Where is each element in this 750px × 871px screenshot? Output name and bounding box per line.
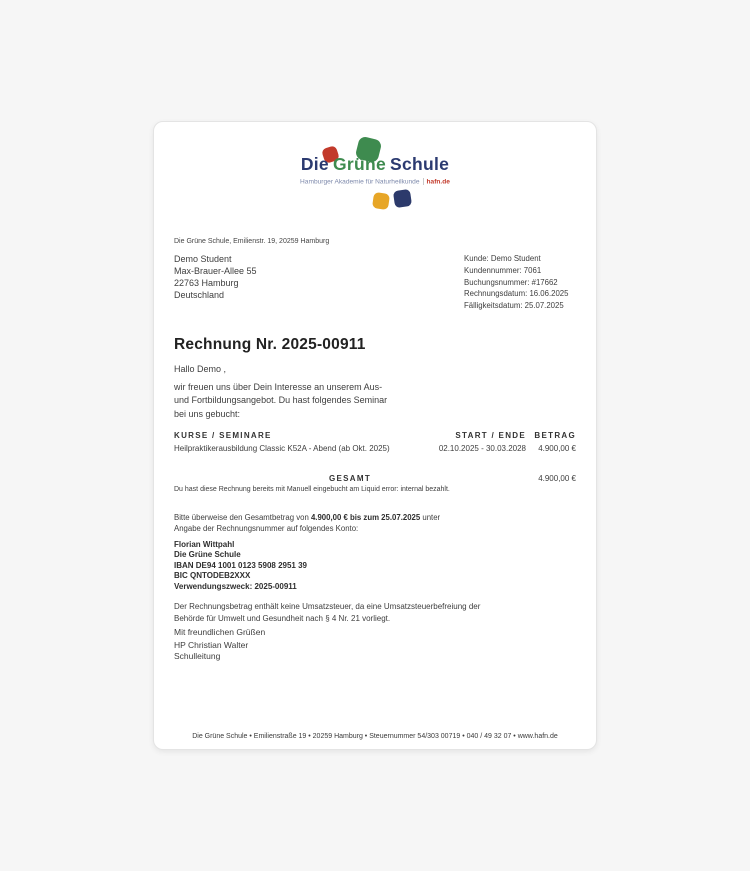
recipient-address bbox=[174, 253, 257, 312]
logo-subtitle bbox=[285, 178, 465, 185]
logo-square-navy-icon bbox=[393, 189, 412, 208]
meta-customer-number: Kundennummer: 7061 bbox=[464, 265, 542, 275]
logo-square-yellow-icon bbox=[372, 192, 390, 210]
invoice-title: Rechnung Nr. 2025-00911 bbox=[174, 335, 366, 353]
payment-instructions bbox=[174, 512, 466, 535]
account-company: Die Grüne Schule bbox=[174, 550, 241, 560]
total-amount: 4.900,00 € bbox=[538, 473, 576, 483]
logo-title-die: Die bbox=[300, 154, 329, 174]
total-row bbox=[174, 474, 576, 484]
account-reference: Verwendungszweck: 2025-00911 bbox=[174, 581, 297, 591]
signer-name: HP Christian Walter bbox=[174, 640, 249, 651]
bank-details bbox=[174, 540, 576, 593]
course-dates: 02.10.2025 - 30.03.2028 bbox=[438, 444, 526, 454]
closing-greeting: Mit freundlichen Grüßen bbox=[174, 627, 266, 638]
account-iban: IBAN DE94 1001 0123 5908 2951 39 bbox=[174, 560, 307, 570]
recipient-country: Deutschland bbox=[174, 290, 225, 300]
table-header-row bbox=[174, 431, 576, 440]
tax-note-line: Der Rechnungsbetrag enthält keine Umsatzsteuer, da eine Umsatzsteuerbefreiung der bbox=[174, 602, 481, 612]
column-header-amount: BETRAG bbox=[534, 431, 576, 441]
logo-pipe-divider bbox=[423, 178, 424, 185]
meta-due-date: Fälligkeitsdatum: 25.07.2025 bbox=[464, 301, 564, 311]
tax-note-line: Behörde für Umwelt und Gesundheit nach § 4 Nr. 21 vorliegt. bbox=[174, 613, 391, 623]
address-meta-row bbox=[174, 253, 576, 312]
signer-role: Schulleitung bbox=[174, 650, 221, 661]
salutation: Hallo Demo , bbox=[174, 363, 227, 374]
invoice-footer: Die Grüne Schule • Emilienstraße 19 • 20259 Hamburg • Steuernummer 54/303 00719 • 040 / 49 32 07 • www.hafn.de bbox=[192, 733, 558, 740]
logo-title-gruene: Grüne bbox=[332, 154, 386, 174]
signature-block bbox=[174, 640, 576, 661]
intro-line: wir freuen uns über Dein Interesse an unserem Aus- bbox=[174, 381, 383, 392]
payment-intro-post: unter Angabe der Rechnungsnummer auf folgendes Konto: bbox=[174, 512, 441, 534]
account-bic: BIC QNTODEB2XXX bbox=[174, 571, 251, 581]
recipient-name: Demo Student bbox=[174, 254, 232, 264]
logo-subtitle-text: Hamburger Akademie für Naturheilkunde bbox=[300, 178, 420, 186]
logo-title bbox=[285, 154, 465, 175]
meta-booking-number: Buchungsnummer: #17662 bbox=[464, 277, 558, 287]
school-logo bbox=[285, 137, 465, 217]
meta-customer: Kunde: Demo Student bbox=[464, 254, 541, 263]
payment-intro-pre: Bitte überweise den Gesamtbetrag von bbox=[174, 512, 311, 522]
payment-amount-due: 4.900,00 € bis zum 25.07.2025 bbox=[310, 512, 421, 522]
logo-domain: hafn.de bbox=[426, 178, 450, 186]
intro-line: bei uns gebucht: bbox=[174, 408, 241, 419]
intro-paragraph bbox=[174, 381, 576, 422]
table-row bbox=[174, 444, 576, 454]
recipient-street: Max-Brauer-Allee 55 bbox=[174, 266, 257, 276]
course-name: Heilpraktikerausbildung Classic K52A - Abend (ab Okt. 2025) bbox=[174, 444, 390, 454]
course-amount: 4.900,00 € bbox=[538, 444, 576, 454]
tax-exemption-note bbox=[174, 601, 576, 624]
column-header-courses: KURSE / SEMINARE bbox=[174, 431, 272, 441]
logo-title-schule: Schule bbox=[390, 154, 450, 174]
intro-line: und Fortbildungsangebot. Du hast folgendes Seminar bbox=[174, 395, 388, 406]
column-header-dates: START / ENDE bbox=[455, 431, 526, 441]
recipient-city: 22763 Hamburg bbox=[174, 278, 239, 288]
sender-line: Die Grüne Schule, Emilienstr. 19, 20259 Hamburg bbox=[174, 238, 330, 245]
paid-note: Du hast diese Rechnung bereits mit Manuell eingebucht am Liquid error: internal bezahlt. bbox=[174, 486, 450, 494]
invoice-card bbox=[153, 121, 597, 750]
account-holder: Florian Wittpahl bbox=[174, 539, 235, 549]
total-label: GESAMT bbox=[328, 473, 372, 483]
meta-invoice-date: Rechnungsdatum: 16.06.2025 bbox=[464, 289, 569, 299]
invoice-meta bbox=[464, 253, 576, 312]
